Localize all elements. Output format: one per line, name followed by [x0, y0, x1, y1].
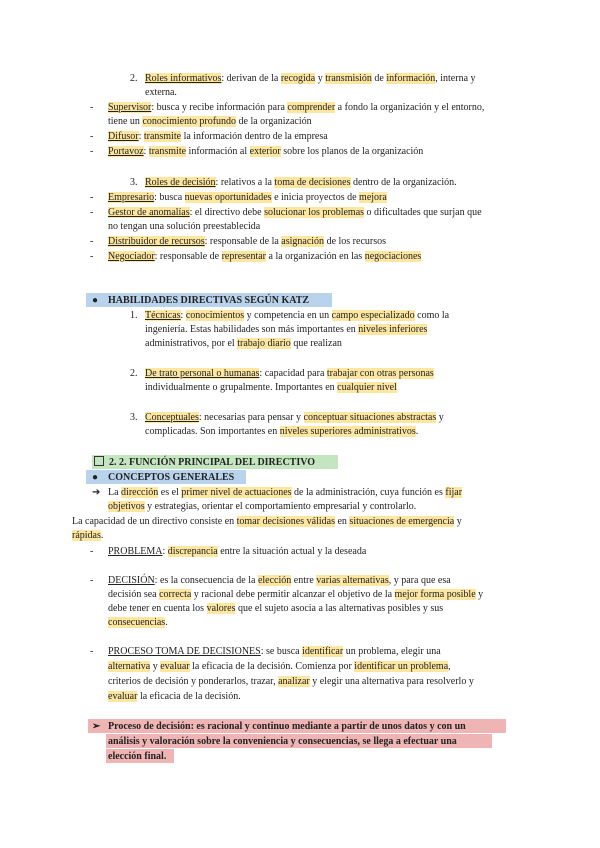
conceptos-heading: CONCEPTOS GENERALES: [108, 472, 235, 483]
gestor-line-2: no tengan una solución preestablecida: [108, 221, 261, 232]
list-number: 1.: [130, 310, 138, 321]
katz-heading: HABILIDADES DIRECTIVAS SEGÚN KATZ: [108, 295, 310, 306]
trato-line-1: De trato personal o humanas: capacidad para trabajar con otras personas: [145, 368, 434, 379]
roles-decision-line: Roles de decisión: relativos a la toma de decisiones dentro de la organización.: [145, 177, 457, 188]
dash: -: [90, 102, 94, 113]
gestor-line-1: Gestor de anomalías: el directivo debe solucionar los problemas o dificultades que surjan que: [108, 207, 482, 218]
proceso-line-3: criterios de decisión y ponderarlos, trazar, analizar y elegir una alternativa para resolverlo y: [108, 676, 474, 687]
dash: -: [90, 207, 94, 218]
proceso-line-4: evaluar la eficacia de la decisión.: [108, 691, 241, 702]
capacidad-line-1: La capacidad de un directivo consiste en tomar decisiones válidas en situaciones de emergencia y: [72, 516, 462, 527]
distribuidor-line: Distribuidor de recursos: responsable de la asignación de los recursos: [108, 236, 386, 247]
portavoz-line: Portavoz: transmite información al exterior sobre los planos de la organización: [108, 146, 424, 157]
difusor-line: Difusor: transmite la información dentro de la empresa: [108, 131, 328, 142]
direccion-line-2: objetivos y estrategias, orientar el comportamiento empresarial y controlarlo.: [108, 501, 417, 512]
proceso-line-1: PROCESO TOMA DE DECISIONES: se busca identificar un problema, elegir una: [108, 646, 441, 657]
list-number: 2.: [130, 73, 138, 84]
final-line-3: elección final.: [108, 751, 167, 762]
direccion-line-1: La dirección es el primer nivel de actuaciones de la administración, cuya función es fijar: [108, 487, 463, 498]
dash: -: [90, 192, 94, 203]
list-number: 3.: [130, 177, 138, 188]
bullet-icon: ●: [92, 472, 99, 483]
bullet-icon: ●: [92, 295, 99, 306]
decision-line-2: decisión sea correcta y racional debe permitir alcanzar el objetivo de la mejor forma posible y: [108, 589, 484, 600]
dash: -: [90, 236, 94, 247]
problema-line: PROBLEMA: discrepancia entre la situación actual y la deseada: [108, 546, 367, 557]
dash: -: [90, 251, 94, 262]
tecnicas-line-1: Técnicas: conocimientos y competencia en un campo especializado como la: [145, 310, 450, 321]
decision-line-1: DECISIÓN: es la consecuencia de la elección entre varias alternativas, y para que esa: [108, 575, 451, 586]
capacidad-line-2: rápidas.: [72, 530, 104, 541]
checkbox-icon: [94, 456, 104, 466]
dash: -: [90, 646, 94, 657]
conceptuales-line-2: complicadas. Son importantes en niveles superiores administrativos.: [145, 426, 419, 437]
dash: -: [90, 131, 94, 142]
decision-line-4: consecuencias.: [108, 617, 168, 628]
decision-line-3: debe tener en cuenta los valores que el sujeto asocia a las alternativas posibles y sus: [108, 603, 444, 614]
conceptuales-line-1: Conceptuales: necesarias para pensar y conceptuar situaciones abstractas y: [145, 412, 444, 423]
arrow-icon: ➔: [92, 487, 101, 498]
list-number: 2.: [130, 368, 138, 379]
proceso-line-2: alternativa y evaluar la eficacia de la decisión. Comienza por identificar un problema,: [108, 661, 451, 672]
trato-line-2: individualmente o grupalmente. Importantes en cualquier nivel: [145, 382, 397, 393]
dash: -: [90, 575, 94, 586]
empresario-line: Empresario: busca nuevas oportunidades e inicia proyectos de mejora: [108, 192, 387, 203]
dash: -: [90, 146, 94, 157]
roles-informativos-line-1: Roles informativos: derivan de la recogida y transmisión de información, interna y: [145, 73, 476, 84]
roles-informativos-line-2: externa.: [145, 87, 177, 98]
tecnicas-line-3: administrativos, por el trabajo diario que realizan: [145, 338, 342, 349]
final-line-1: Proceso de decisión: es racional y continuo mediante a partir de unos datos y con un: [108, 721, 466, 732]
final-line-2: análisis y valoración sobre la conveniencia y consecuencias, se llega a efectuar una: [108, 736, 457, 747]
tecnicas-line-2: ingeniería. Estas habilidades son más importantes en niveles inferiores: [145, 324, 428, 335]
dash: -: [90, 546, 94, 557]
negociador-line: Negociador: responsable de representar a la organización en las negociaciones: [108, 251, 422, 262]
supervisor-line-2: tiene un conocimiento profundo de la organización: [108, 116, 312, 127]
supervisor-line-1: Supervisor: busca y recibe información para comprender a fondo la organización y el entorno,: [108, 102, 485, 113]
list-number: 3.: [130, 412, 138, 423]
arrowhead-icon: ➢: [92, 721, 101, 732]
funcion-heading: 2. 2. FUNCIÓN PRINCIPAL DEL DIRECTIVO: [94, 456, 315, 469]
